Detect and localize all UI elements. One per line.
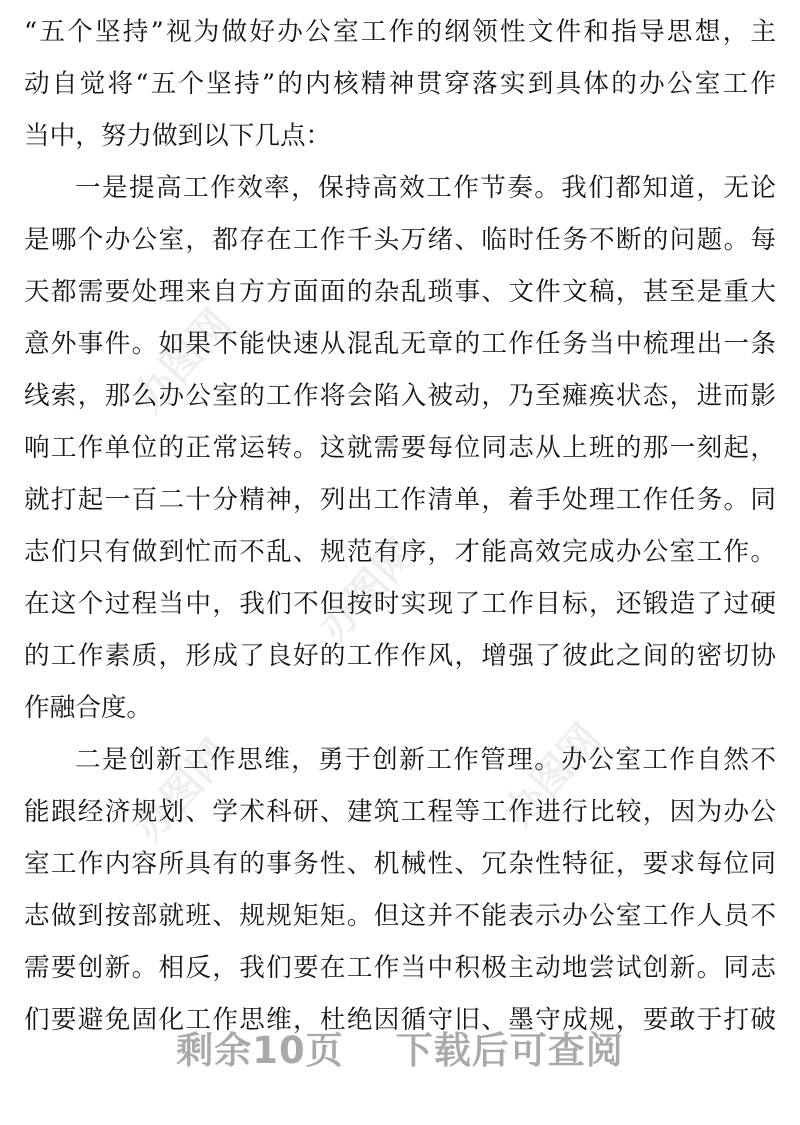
body-text-line: 需要创新。相反，我们要在工作当中积极主动地尝试创新。同志: [24, 953, 776, 983]
watermark: 办图网: [310, 530, 425, 651]
watermark: 办图网: [125, 300, 240, 421]
body-text-line: 动自觉将“五个坚持”的内核精神贯穿落实到具体的办公室工作: [24, 69, 776, 99]
download-to-view-text: 下载后可查阅: [395, 1029, 624, 1072]
watermark: 办图网: [125, 730, 240, 851]
body-text-line: 在这个过程当中，我们不但按时实现了工作目标，还锻造了过硬: [24, 589, 776, 619]
body-text-line: 志们只有做到忙而不乱、规范有序，才能高效完成办公室工作。: [24, 537, 776, 567]
body-text-line: 就打起一百二十分精神，列出工作清单，着手处理工作任务。同: [24, 485, 776, 515]
body-text-line: 的工作素质，形成了良好的工作作风，增强了彼此之间的密切协: [24, 641, 776, 671]
remaining-pages-text: 剩余10页: [176, 1029, 344, 1072]
body-text-line: 志做到按部就班、规规矩矩。但这并不能表示办公室工作人员不: [24, 901, 776, 931]
body-text-line: 是哪个办公室，都存在工作千头万绪、临时任务不断的问题。每: [24, 225, 776, 255]
watermark: 办图网: [495, 715, 610, 836]
body-text-line: 室工作内容所具有的事务性、机械性、冗杂性特征，要求每位同: [24, 849, 776, 879]
body-text-line: 线索，那么办公室的工作将会陷入被动，乃至瘫痪状态，进而影: [24, 381, 776, 411]
body-text-line: 们要避免固化工作思维，杜绝因循守旧、墨守成规，要敢于打破: [24, 1005, 776, 1035]
body-text-line: 当中，努力做到以下几点：: [24, 121, 332, 151]
body-text-line: 响工作单位的正常运转。这就需要每位同志从上班的那一刻起，: [24, 433, 776, 463]
paragraph-first-line: 一是提高工作效率，保持高效工作节奏。我们都知道，无论: [75, 173, 776, 203]
body-text-line: 意外事件。如果不能快速从混乱无章的工作任务当中梳理出一条: [24, 329, 776, 359]
body-text-line: “五个坚持”视为做好办公室工作的纲领性文件和指导思想，主: [24, 17, 776, 47]
download-prompt-banner[interactable]: [0, 1020, 800, 1082]
body-text-line: 作融合度。: [24, 693, 152, 723]
body-text-line: 天都需要处理来自方方面面的杂乱琐事、文件文稿，甚至是重大: [24, 277, 776, 307]
paragraph-first-line: 二是创新工作思维，勇于创新工作管理。办公室工作自然不: [75, 745, 776, 775]
body-text-line: 能跟经济规划、学术科研、建筑工程等工作进行比较，因为办公: [24, 797, 776, 827]
